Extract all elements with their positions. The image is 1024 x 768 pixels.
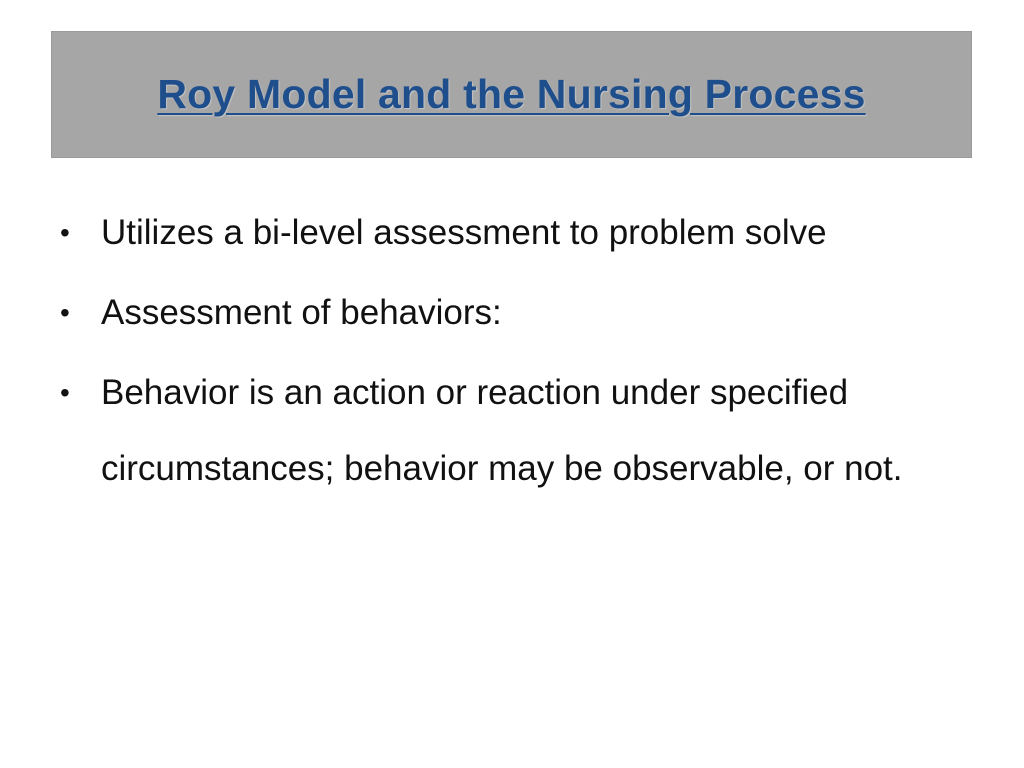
bullet-dot-icon: • (60, 217, 70, 248)
bullet-list (60, 195, 980, 511)
bullet-text-2: Assessment of behaviors: (101, 293, 502, 332)
bullet-item-2 (60, 275, 980, 351)
bullet-text-3: Behavior is an action or reaction under specified circumstances; behavior may be observable, or not. (101, 373, 903, 488)
bullet-item-3 (60, 355, 980, 507)
bullet-dot-icon: • (60, 377, 70, 408)
slide-title: Roy Model and the Nursing Process (157, 71, 866, 117)
bullet-dot-icon: • (60, 297, 70, 328)
bullet-item-1 (60, 195, 980, 271)
bullet-text-1: Utilizes a bi-level assessment to problem solve (101, 213, 827, 252)
title-bar (51, 31, 972, 158)
